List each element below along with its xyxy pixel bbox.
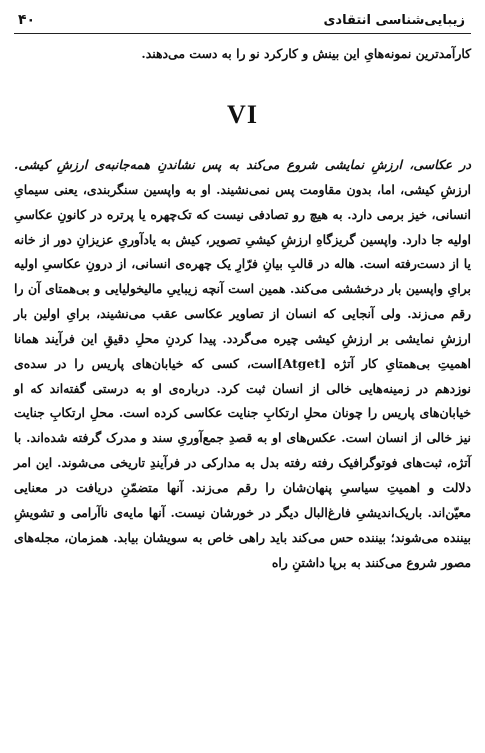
page-number: ۴۰: [18, 12, 36, 28]
intro-paragraph: کارآمدترین نمونه‌هایِ این بینش و کارکرد نو را به دست می‌دهند.: [141, 46, 471, 61]
body-lead-sentence: در عکاسی، ارزشِ نمایشی شروع می‌کند به پس نشاندنِ همه‌جانبه‌ی ارزشِ کیشی.: [14, 157, 471, 172]
section-heading: VI: [227, 100, 258, 129]
body-paragraph: [14, 153, 471, 575]
running-title: زیبایی‌شناسی انتقادی: [323, 12, 465, 28]
body-text: ارزشِ کیشی، اما، بدون مقاومت پس نمی‌نشیند. او به واپسین سنگربندی، یعنی سیمایِ انسانی، خیز برمی دارد. به هیچ رو تصادفی نیست که تک‌چهره یا پرتره در کانونِ عکاسیِ اولیه جا دارد. واپسین گریزگاهِ ارزشِ کیشیِ تصویر، کیش به یادآوریِ عزیزانِ دور از خانه یا از دست‌رفته است. هاله در قالبِ بیانِ فرّارِ یک چهره‌ی انسانی، از درونِ عکاسیِ اولیه برایِ واپسین بار درخششی می‌کند. همین است آنچه زیباییِ مالیخولیایی و بی‌همتای آن را رقم می‌زند. ولی آنجایی که انسان از تصاویر عکاسی عقب می‌نشیند، برایِ اولین بار ارزشِ نمایشی بر ارزشِ کیشی چیره می‌گردد. پیدا کردنِ محلِ دقیقِ این فرآیند همانا اهمیتِ بی‌همتایِ کار آتژه [Atget]است، کسی که خیابان‌های پاریس را در سده‌ی نوزدهم در زمینه‌هایی خالی از انسان ثبت کرد. درباره‌ی او به درستی گفته‌اند که او خیابان‌های پاریس را چونان محلِ ارتکابِ جنایت عکاسی کرده است. محلِ ارتکابِ جنایت نیز خالی از انسان است. عکس‌های او به قصدِ جمع‌آوریِ سند و مدرک گرفته شده‌اند. با آتژه، ثبت‌های فوتوگرافیک رفته رفته بدل به مدارکی در فرآیندِ تاریخی می‌شوند. این امر دلالت و اهمیتِ سیاسیِ پنهان‌شان را رقم می‌زند. آنها متضمّنِ دریافت در معنایی معیّن‌اند. باریک‌اندیشیِ فارغ‌البال دیگر در خورشان نیست. آنها مایه‌ی ناآرامی و تشویشِ بیننده می‌شوند؛ بیننده حس می‌کند باید راهی خاص به سویشان بیابد. همزمان، مجله‌های مصور شروع می‌کنند به برپا داشتنِ راه‌: [14, 181, 471, 570]
page-header: [14, 9, 471, 34]
